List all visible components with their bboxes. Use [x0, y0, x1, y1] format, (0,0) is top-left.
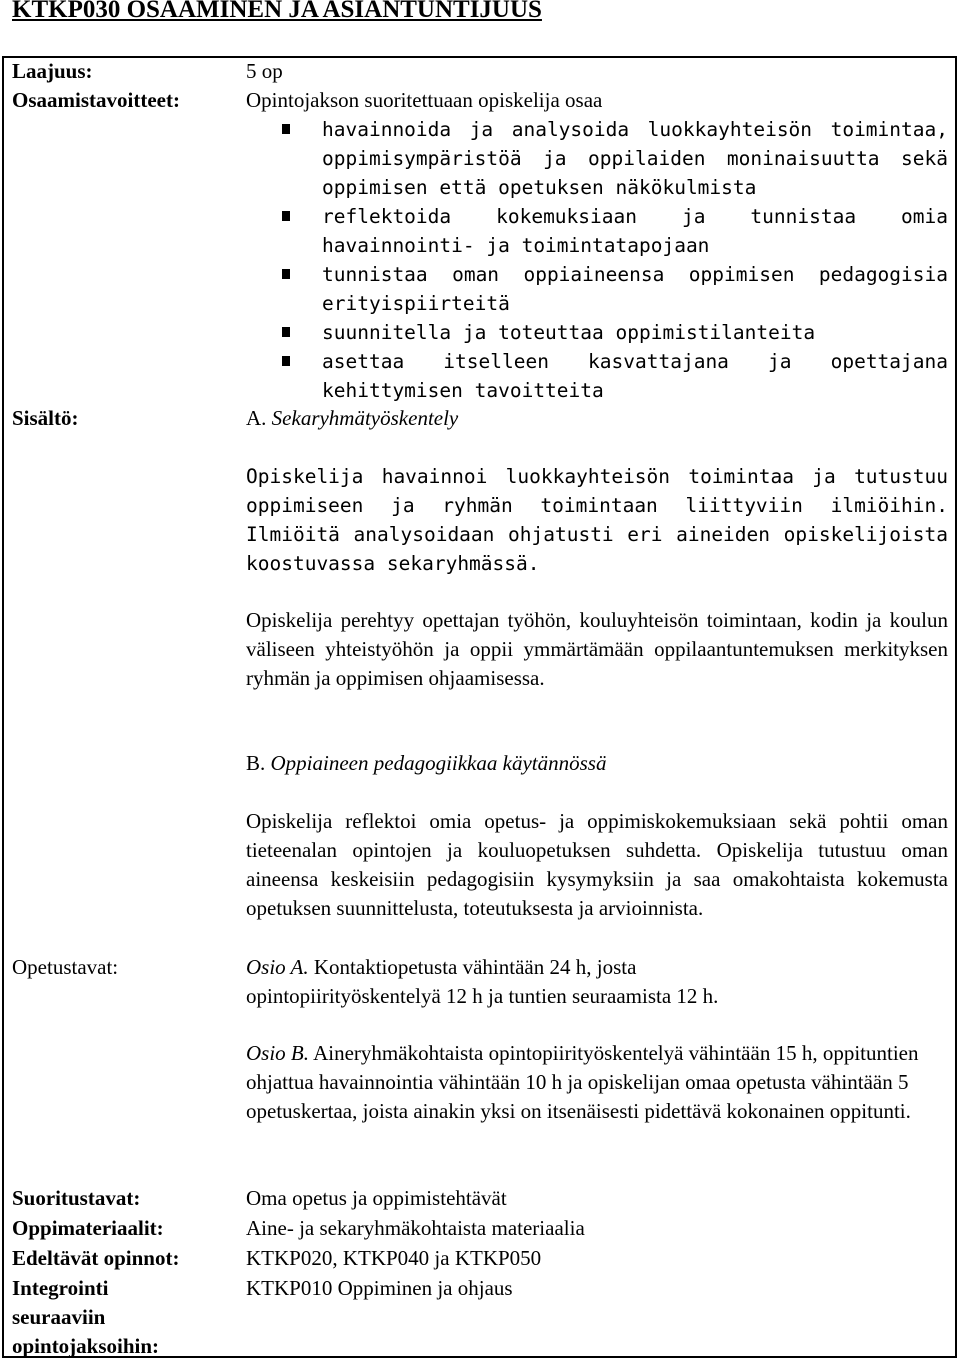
oppimateriaalit-label: Oppimateriaalit: [12, 1216, 164, 1240]
section-b-heading: B. Oppiaineen pedagogiikkaa käytännössä [246, 751, 607, 775]
list-item: tunnistaa oman oppiaineensa oppimisen pedagogisia erityispiirteitä [282, 260, 948, 318]
square-bullet-icon [282, 269, 290, 279]
suoritustavat-label: Suoritustavat: [12, 1186, 141, 1210]
laajuus-label: Laajuus: [12, 59, 93, 83]
edeltavat-label: Edeltävät opinnot: [12, 1246, 180, 1270]
sisalto-label: Sisältö: [12, 406, 79, 430]
list-item: havainnoida ja analysoida luokkayhteisön toimintaa, oppimisympäristöä ja oppilaiden moninaisuutta sekä oppimisen että opetuksen näkökulmista [282, 115, 948, 202]
osio-b-text: Osio B. Aineryhmäkohtaista opintopiirityöskentelyä vähintään 15 h, oppituntien ohjattua havainnointia vähintään 10 h ja opiskelijan omaa opetusta vähintään 5 opetuskertaa, joista ainakin yksi on itsenäisesti pidettävä kokonainen oppitunti. [246, 1041, 919, 1123]
osio-a-text: Osio A. Kontaktiopetusta vähintään 24 h, josta opintopiirityöskentelyä 12 h ja tuntien seuraamista 12 h. [246, 955, 719, 1008]
integrointi-label-line-1: Integrointi [12, 1276, 109, 1300]
square-bullet-icon [282, 124, 290, 134]
section-a-heading: A. Sekaryhmätyöskentely [246, 406, 459, 430]
square-bullet-icon [282, 327, 290, 337]
integrointi-label-line-3: opintojaksoihin: [12, 1334, 160, 1358]
section-a-paragraph-1: Opiskelija havainnoi luokkayhteisön toimintaa ja tutustuu oppimiseen ja ryhmän toimintaan liittyviin ilmiöihin. Ilmiöitä analysoidaan ohjatusti eri aineiden opiskelijoista koostuvassa sekaryhmässä. [246, 465, 948, 575]
edeltavat-value: KTKP020, KTKP040 ja KTKP050 [246, 1246, 542, 1270]
opetustavat-label: Opetustavat: [12, 955, 119, 979]
square-bullet-icon [282, 211, 290, 221]
list-item: asettaa itselleen kasvattajana ja opettajana kehittymisen tavoitteita [282, 347, 948, 405]
oppimateriaalit-value: Aine- ja sekaryhmäkohtaista materiaalia [246, 1216, 585, 1240]
osaamistavoitteet-intro: Opintojakson suoritettuaan opiskelija osaa [246, 88, 603, 112]
section-b-paragraph: Opiskelija reflektoi omia opetus- ja oppimiskokemuksiaan sekä pohtii oman tieteenalan opintojen ja kouluopetuksen suhdetta. Opiskelija tutustuu oman aineensa keskeisiin pedagogisiin kysymyksiin ja saa omakohtaista kokemusta opetuksen suunnittelusta, toteutuksesta ja arvioinnista. [246, 809, 948, 920]
square-bullet-icon [282, 356, 290, 366]
list-item: reflektoida kokemuksiaan ja tunnistaa omia havainnointi- ja toimintatapojaan [282, 202, 948, 260]
integrointi-label-line-2: seuraaviin [12, 1305, 106, 1329]
document-title: KTKP030 OSAAMINEN JA ASIANTUNTIJUUS [12, 0, 542, 23]
section-a-paragraph-2: Opiskelija perehtyy opettajan työhön, kouluyhteisön toimintaan, kodin ja koulun väliseen yhteistyöhön ja oppii ymmärtämään oppilaantuntemuksen merkityksen ryhmän ja oppimisen ohjaamisessa. [246, 608, 948, 690]
laajuus-value: 5 op [246, 59, 283, 83]
list-item: suunnitella ja toteuttaa oppimistilanteita [282, 318, 948, 347]
osaamistavoitteet-list [282, 115, 948, 405]
osaamistavoitteet-label: Osaamistavoitteet: [12, 88, 180, 112]
suoritustavat-value: Oma opetus ja oppimistehtävät [246, 1186, 507, 1210]
integrointi-value: KTKP010 Oppiminen ja ohjaus [246, 1276, 513, 1300]
